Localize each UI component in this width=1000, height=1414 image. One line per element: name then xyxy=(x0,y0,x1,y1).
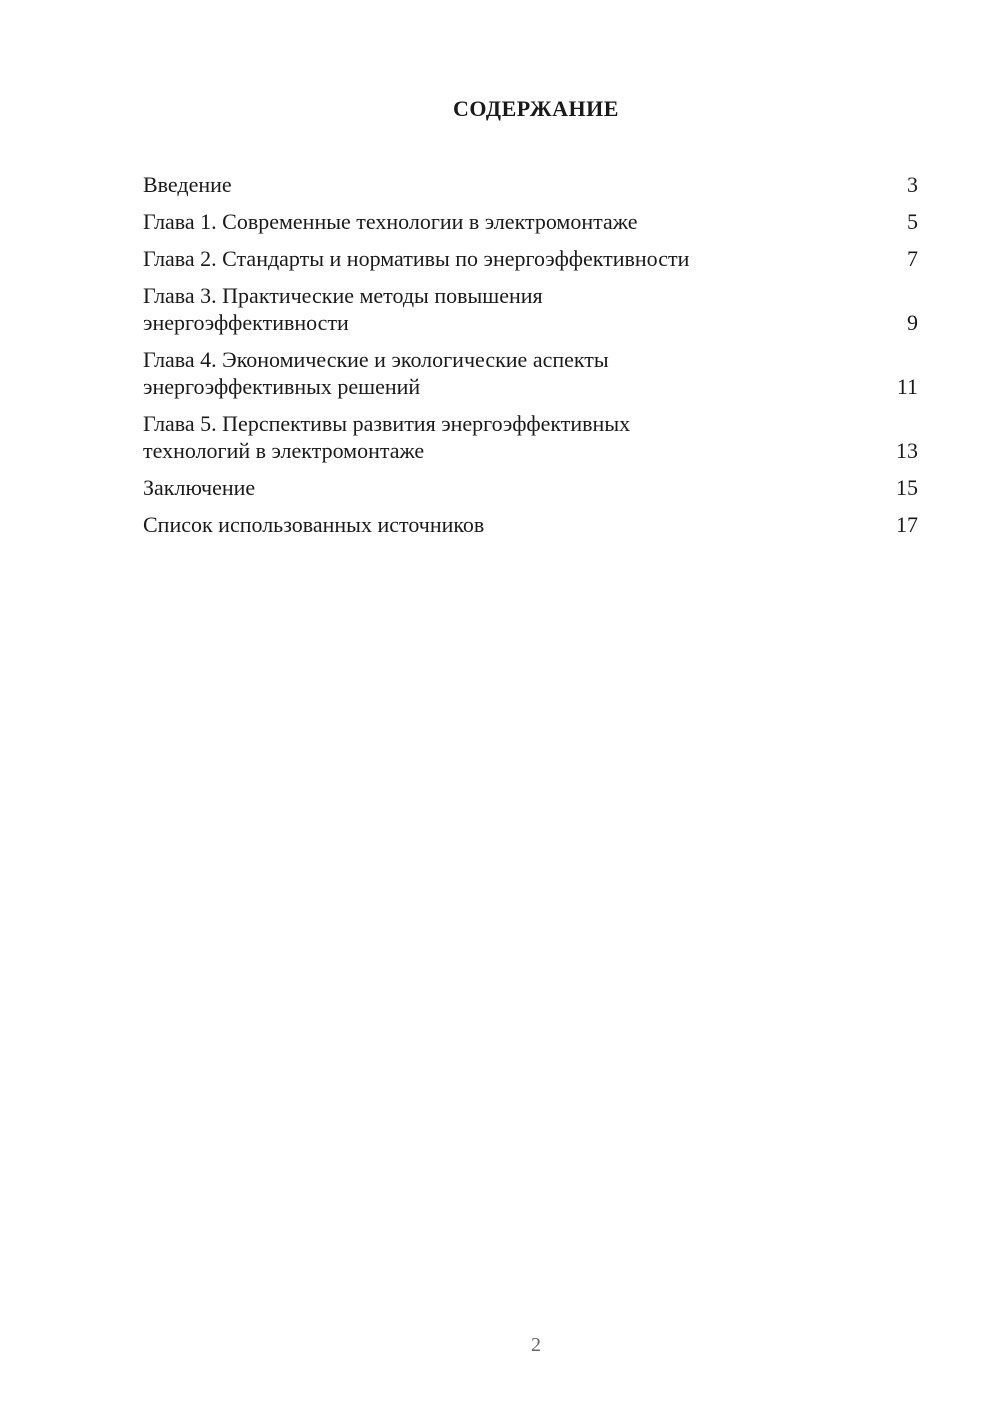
toc-entry-page: 17 xyxy=(896,512,918,537)
toc-entry-page: 3 xyxy=(907,172,918,197)
toc-entry-chapter-1 xyxy=(143,208,918,235)
toc-entry-page: 5 xyxy=(907,209,918,234)
toc-entry-references xyxy=(143,511,918,538)
toc-entry-title: Глава 2. Стандарты и нормативы по энергоэффективности xyxy=(143,246,690,271)
toc-entry-chapter-2 xyxy=(143,245,918,272)
page-number: 2 xyxy=(531,1334,541,1356)
toc-entry-page: 7 xyxy=(907,246,918,271)
table-of-contents xyxy=(143,171,918,548)
toc-entry-page: 13 xyxy=(896,438,918,463)
toc-entry-title: Глава 1. Современные технологии в электромонтаже xyxy=(143,209,638,234)
toc-entry-chapter-4 xyxy=(143,346,918,400)
toc-entry-title: Введение xyxy=(143,172,232,197)
page-title: СОДЕРЖАНИЕ xyxy=(453,96,619,121)
toc-entry-title: Глава 3. Практические методы повышения энергоэффективности xyxy=(143,283,543,335)
toc-entry-chapter-5 xyxy=(143,410,918,464)
toc-entry-chapter-3 xyxy=(143,282,918,336)
toc-entry-introduction xyxy=(143,171,918,198)
toc-entry-title: Глава 4. Экономические и экологические аспекты энергоэффективных решений xyxy=(143,347,609,399)
toc-entry-page: 15 xyxy=(896,475,918,500)
toc-entry-conclusion xyxy=(143,474,918,501)
toc-entry-page: 11 xyxy=(896,374,918,399)
toc-entry-page: 9 xyxy=(907,310,918,335)
toc-entry-title: Заключение xyxy=(143,475,256,500)
toc-entry-title: Глава 5. Перспективы развития энергоэффективных технологий в электромонтаже xyxy=(143,411,631,463)
toc-entry-title: Список использованных источников xyxy=(143,512,485,537)
